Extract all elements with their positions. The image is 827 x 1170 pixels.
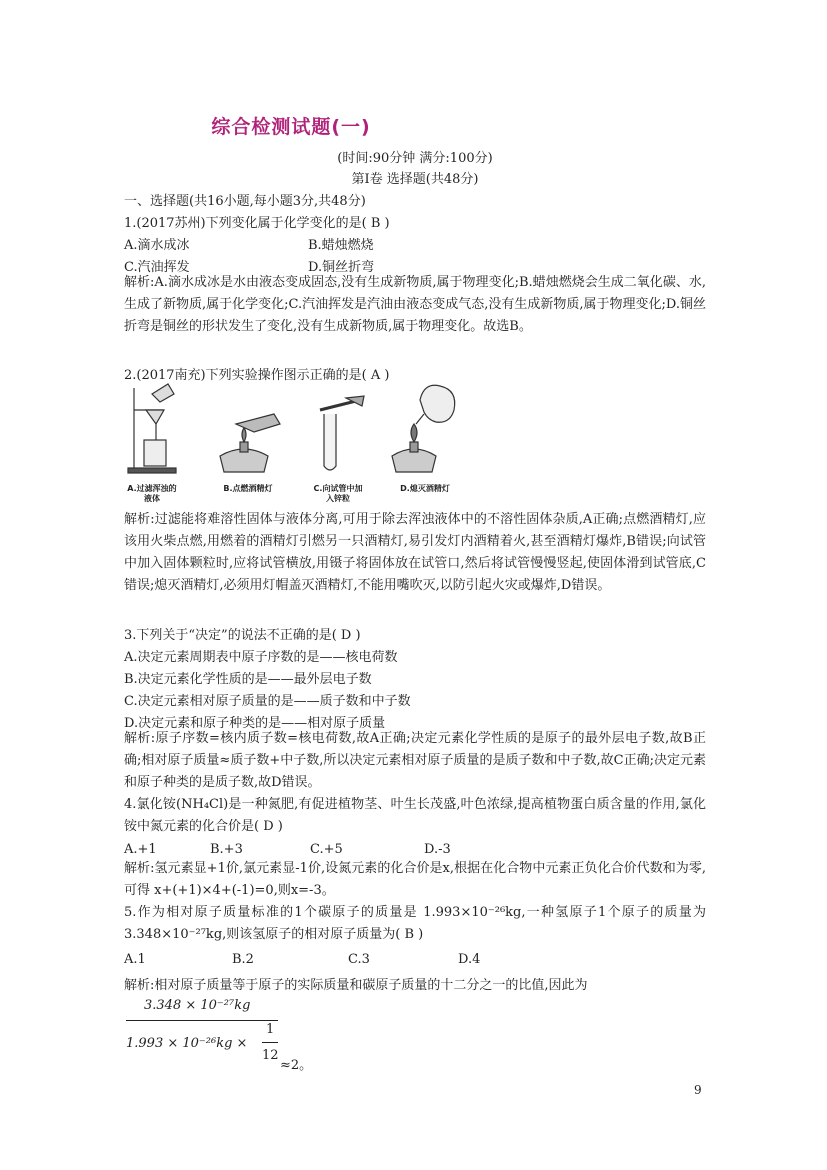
q5-option-a: A.1	[124, 952, 146, 967]
test-tube	[320, 396, 364, 470]
caption-b: B.点燃酒精灯	[223, 484, 273, 493]
q3-option-c: C.决定元素相对原子质量的是——质子数和中子数	[124, 694, 411, 709]
extinguishing-lamp	[392, 385, 455, 472]
q5-option-c: C.3	[348, 952, 370, 967]
q4-option-b: B.+3	[210, 842, 243, 857]
q3-option-d: D.决定元素和原子种类的是——相对原子质量	[124, 716, 386, 731]
q5-explanation: 解析:相对原子质量等于原子的实际质量和碳原子质量的十二分之一的比值,因此为	[124, 978, 588, 993]
q1-option-d: D.铜丝折弯	[308, 260, 375, 275]
q1-explanation: 解析:A.滴水成冰是水由液态变成固态,没有生成新物质,属于物理变化;B.蜡烛燃烧会生成二氧化碳、水,生成了新物质,属于化学变化;C.汽油挥发是汽油由液态变成气态,没有生成新物质,属于物理变化;D.铜丝折弯是铜丝的形状发生了变化,没有生成新物质,属于物理变化。故选B。	[124, 275, 706, 334]
q1-option-c: C.汽油挥发	[124, 260, 190, 275]
fraction-numerator: 3.348 × 10⁻²⁷kg	[144, 998, 251, 1013]
q3-explanation: 解析:原子序数=核内质子数=核电荷数,故A正确;决定元素化学性质的是原子的最外层电子数,故B正确;相对原子质量≈质子数+中子数,所以决定元素相对原子质量的是质子数和中子数,故C正确;决定元素和原子种类的是质子数,故D错误。	[124, 731, 706, 790]
lab-illustration	[124, 380, 464, 500]
caption-d: D.熄灭酒精灯	[400, 484, 450, 493]
q1-option-a: A.滴水成冰	[124, 238, 190, 253]
q1-option-b: B.蜡烛燃烧	[308, 238, 374, 253]
q4-option-d: D.-3	[424, 842, 451, 857]
filtration-apparatus	[128, 384, 176, 473]
q4-stem: 4.氯化铵(NH₄Cl)是一种氮肥,有促进植物茎、叶生长茂盛,叶色浓绿,提高植物蛋白质含量的作用,氯化铵中氮元素的化合价是( D )	[124, 797, 706, 834]
lab-operations-figure	[124, 380, 464, 503]
fraction-result: ≈2。	[280, 1058, 313, 1073]
fraction-bar	[126, 1020, 278, 1021]
q4-option-a: A.+1	[124, 842, 157, 857]
q5-option-d: D.4	[458, 952, 481, 967]
page-title: 综合检测试题(一)	[211, 116, 371, 138]
q4-explanation: 解析:氢元素显+1价,氯元素显-1价,设氮元素的化合价是x,根据在化合物中元素正负化合价代数和为零,可得 x+(+1)×4+(-1)=0,则x=-3。	[124, 861, 706, 898]
fraction-inner-bar	[262, 1042, 278, 1043]
fraction-one: 1	[266, 1022, 275, 1037]
caption-a: A.过滤浑浊的液体	[127, 484, 177, 503]
section-heading: 一、选择题(共16小题,每小题3分,共48分)	[124, 194, 366, 209]
q4-option-c: C.+5	[310, 842, 343, 857]
q5-option-b: B.2	[232, 952, 254, 967]
q2-stem: 2.(2017南充)下列实验操作图示正确的是( A )	[124, 368, 390, 383]
q1-stem: 1.(2017苏州)下列变化属于化学变化的是( B )	[124, 216, 390, 231]
q3-option-a: A.决定元素周期表中原子序数的是——核电荷数	[124, 650, 398, 665]
exam-meta: (时间:90分钟 满分:100分)	[337, 151, 493, 166]
q3-option-b: B.决定元素化学性质的是——最外层电子数	[124, 672, 372, 687]
caption-c: C.向试管中加入锌粒	[313, 484, 363, 503]
q3-stem: 3.下列关于“决定”的说法不正确的是( D )	[124, 628, 361, 643]
fraction-twelve: 12	[262, 1048, 279, 1063]
volume-heading: 第Ⅰ卷 选择题(共48分)	[351, 172, 479, 187]
fraction-denominator: 1.993 × 10⁻²⁶kg ×	[126, 1036, 248, 1051]
lighting-lamp	[220, 414, 280, 472]
q5-stem: 5.作为相对原子质量标准的1个碳原子的质量是 1.993×10⁻²⁶kg,一种氢原子1个原子的质量为3.348×10⁻²⁷kg,则该氢原子的相对原子质量为( B )	[124, 905, 706, 942]
q2-explanation: 解析:过滤能将难溶性固体与液体分离,可用于除去浑浊液体中的不溶性固体杂质,A正确;点燃酒精灯,应该用火柴点燃,用燃着的酒精灯引燃另一只酒精灯,易引发灯内酒精着火,甚至酒精灯爆炸,B错误;向试管中加入固体颗粒时,应将试管横放,用镊子将固体放在试管口,然后将试管慢慢竖起,使固体滑到试管底,C错误;熄灭酒精灯,必须用灯帽盖灭酒精灯,不能用嘴吹灭,以防引起火灾或爆炸,D错误。	[124, 512, 706, 593]
page-number: 9	[694, 1083, 702, 1097]
